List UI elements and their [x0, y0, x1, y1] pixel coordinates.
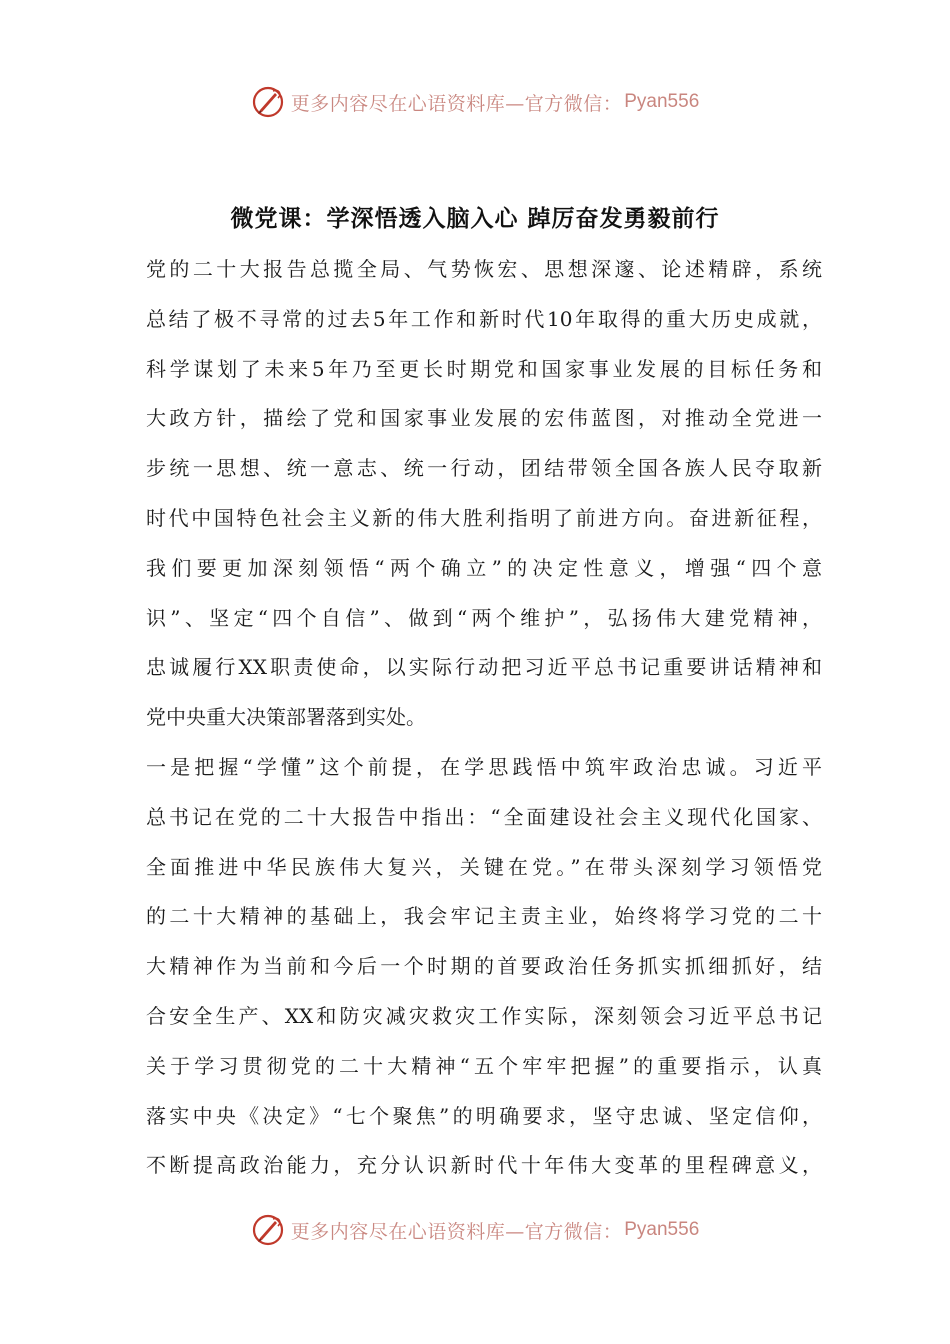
body-line: 大政方针，描绘了党和国家事业发展的宏伟蓝图，对推动全党进一: [146, 406, 822, 431]
body-line: 合安全生产、XX和防灾减灾救灾工作实际，深刻领会习近平总书记: [146, 1003, 822, 1028]
body-line: 全面推进中华民族伟大复兴，关键在党。”在带头深刻学习领悟党: [146, 854, 822, 879]
banner-text: 更多内容尽在心语资料库—官方微信：: [290, 92, 623, 115]
body-line: 党中央重大决策部署落到实处。: [146, 705, 426, 730]
body-line: 关于学习贯彻党的二十大精神“五个牢牢把握”的重要指示，认真: [146, 1053, 822, 1078]
body-line: 忠诚履行XX职责使命，以实际行动把习近平总书记重要讲话精神和: [146, 655, 822, 680]
document-title: 微党课：学深悟透入脑入心 踔厉奋发勇毅前行: [230, 205, 720, 232]
banner-wechat-id: Pyan556: [624, 1219, 700, 1240]
document-body: [146, 252, 822, 1198]
body-line: 我们要更加深刻领悟“两个确立”的决定性意义，增强“四个意: [146, 555, 822, 580]
body-line: 一是把握“学懂”这个前提，在学思践悟中筑牢政治忠诚。习近平: [146, 754, 822, 779]
header-watermark-banner: [0, 82, 950, 122]
body-line: 不断提高政治能力，充分认识新时代十年伟大变革的里程碑意义，: [146, 1153, 822, 1178]
body-line: 的二十大精神的基础上，我会牢记主责主业，始终将学习党的二十: [146, 904, 822, 929]
body-line: 步统一思想、统一意志、统一行动，团结带领全国各族人民夺取新: [146, 456, 822, 481]
body-line: 识”、坚定“四个自信”、做到“两个维护”，弘扬伟大建党精神，: [146, 605, 822, 630]
banner-wechat-id: Pyan556: [624, 91, 700, 112]
body-line: 大精神作为当前和今后一个时期的首要政治任务抓实抓细抓好，结: [146, 954, 822, 979]
body-line: 总书记在党的二十大报告中指出：“全面建设社会主义现代化国家、: [146, 804, 822, 829]
body-line: 科学谋划了未来5年乃至更长时期党和国家事业发展的目标任务和: [146, 356, 822, 381]
quill-pen-logo-icon: [251, 85, 285, 119]
footer-watermark-banner: [0, 1210, 950, 1250]
body-line: 总结了极不寻常的过去5年工作和新时代10年取得的重大历史成就，: [146, 306, 822, 331]
body-line: 落实中央《决定》“七个聚焦”的明确要求，坚守忠诚、坚定信仰，: [146, 1103, 822, 1128]
banner-text: 更多内容尽在心语资料库—官方微信：: [290, 1220, 623, 1243]
body-line: 时代中国特色社会主义新的伟大胜利指明了前进方向。奋进新征程，: [146, 505, 822, 530]
quill-pen-logo-icon: [251, 1213, 285, 1247]
body-line: 党的二十大报告总揽全局、气势恢宏、思想深邃、论述精辟，系统: [146, 257, 822, 281]
